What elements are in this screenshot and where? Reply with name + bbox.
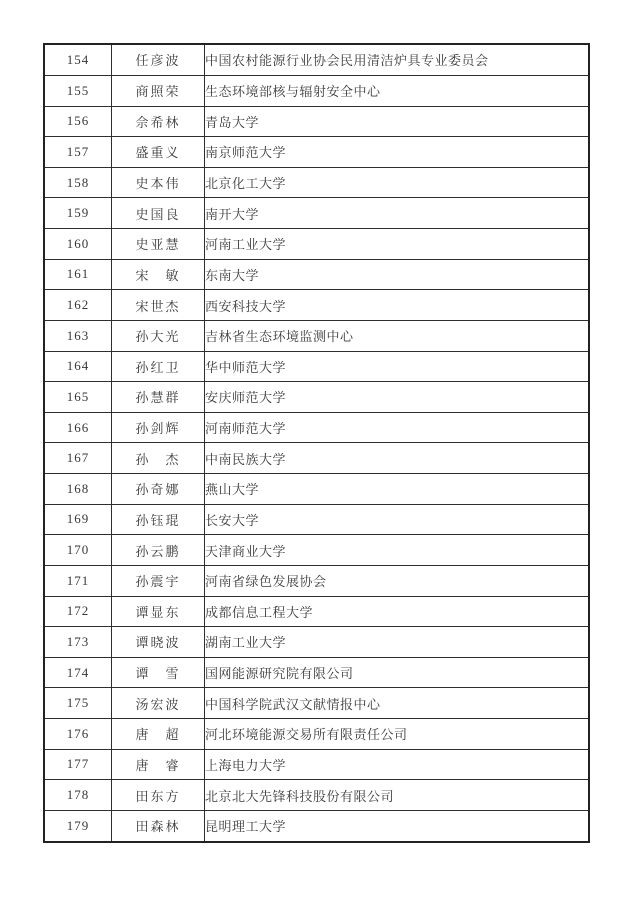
cell-name: 孙剑辉 [112, 412, 205, 443]
cell-organization: 青岛大学 [205, 106, 590, 137]
cell-number: 179 [44, 810, 112, 842]
cell-number: 169 [44, 504, 112, 535]
table-row [44, 137, 589, 168]
cell-organization: 成都信息工程大学 [205, 596, 590, 627]
cell-organization: 中南民族大学 [205, 443, 590, 474]
table-row [44, 780, 589, 811]
cell-organization: 生态环境部核与辐射安全中心 [205, 75, 590, 106]
cell-name: 商照荣 [112, 75, 205, 106]
cell-number: 171 [44, 565, 112, 596]
table-row [44, 443, 589, 474]
cell-organization: 东南大学 [205, 259, 590, 290]
cell-name: 汤宏波 [112, 688, 205, 719]
cell-organization: 南开大学 [205, 198, 590, 229]
cell-number: 163 [44, 320, 112, 351]
cell-name: 孙震宇 [112, 565, 205, 596]
table-row [44, 290, 589, 321]
table-row [44, 167, 589, 198]
table-row [44, 688, 589, 719]
cell-name: 唐 睿 [112, 749, 205, 780]
cell-name: 唐 超 [112, 719, 205, 750]
cell-organization: 吉林省生态环境监测中心 [205, 320, 590, 351]
cell-name: 宋世杰 [112, 290, 205, 321]
cell-number: 173 [44, 627, 112, 658]
table-row [44, 351, 589, 382]
table-row [44, 259, 589, 290]
table-row [44, 719, 589, 750]
cell-number: 176 [44, 719, 112, 750]
cell-number: 156 [44, 106, 112, 137]
cell-name: 孙红卫 [112, 351, 205, 382]
table-row [44, 504, 589, 535]
cell-name: 谭显东 [112, 596, 205, 627]
table-row [44, 810, 589, 842]
cell-organization: 安庆师范大学 [205, 382, 590, 413]
cell-name: 田东方 [112, 780, 205, 811]
table-row [44, 106, 589, 137]
table-body [44, 44, 589, 842]
cell-name: 任彦波 [112, 44, 205, 75]
cell-name: 史国良 [112, 198, 205, 229]
cell-name: 谭 雪 [112, 657, 205, 688]
cell-number: 161 [44, 259, 112, 290]
table-row [44, 627, 589, 658]
cell-name: 田森林 [112, 810, 205, 842]
cell-number: 177 [44, 749, 112, 780]
cell-name: 史本伟 [112, 167, 205, 198]
table-row [44, 198, 589, 229]
cell-number: 157 [44, 137, 112, 168]
cell-name: 孙大光 [112, 320, 205, 351]
table-row [44, 412, 589, 443]
cell-organization: 天津商业大学 [205, 535, 590, 566]
cell-organization: 长安大学 [205, 504, 590, 535]
table-row [44, 535, 589, 566]
table-row [44, 749, 589, 780]
cell-name: 佘希林 [112, 106, 205, 137]
cell-number: 159 [44, 198, 112, 229]
cell-organization: 西安科技大学 [205, 290, 590, 321]
table-row [44, 474, 589, 505]
cell-number: 170 [44, 535, 112, 566]
cell-organization: 北京北大先锋科技股份有限公司 [205, 780, 590, 811]
cell-number: 160 [44, 229, 112, 260]
participants-table [43, 43, 590, 843]
cell-number: 178 [44, 780, 112, 811]
cell-organization: 南京师范大学 [205, 137, 590, 168]
cell-organization: 河北环境能源交易所有限责任公司 [205, 719, 590, 750]
cell-name: 盛重义 [112, 137, 205, 168]
cell-number: 167 [44, 443, 112, 474]
table-row [44, 229, 589, 260]
table-row [44, 320, 589, 351]
cell-organization: 燕山大学 [205, 474, 590, 505]
cell-name: 孙奇娜 [112, 474, 205, 505]
cell-organization: 湖南工业大学 [205, 627, 590, 658]
cell-organization: 中国科学院武汉文献情报中心 [205, 688, 590, 719]
cell-organization: 上海电力大学 [205, 749, 590, 780]
cell-number: 175 [44, 688, 112, 719]
cell-number: 172 [44, 596, 112, 627]
cell-organization: 国网能源研究院有限公司 [205, 657, 590, 688]
table-row [44, 657, 589, 688]
cell-number: 155 [44, 75, 112, 106]
cell-organization: 中国农村能源行业协会民用清洁炉具专业委员会 [205, 44, 590, 75]
cell-number: 174 [44, 657, 112, 688]
cell-number: 162 [44, 290, 112, 321]
table-row [44, 565, 589, 596]
cell-number: 165 [44, 382, 112, 413]
cell-name: 宋 敏 [112, 259, 205, 290]
cell-organization: 河南师范大学 [205, 412, 590, 443]
cell-name: 孙云鹏 [112, 535, 205, 566]
cell-name: 孙 杰 [112, 443, 205, 474]
cell-name: 孙钰琨 [112, 504, 205, 535]
cell-number: 168 [44, 474, 112, 505]
cell-organization: 河南省绿色发展协会 [205, 565, 590, 596]
cell-number: 166 [44, 412, 112, 443]
cell-name: 孙慧群 [112, 382, 205, 413]
table-row [44, 44, 589, 75]
cell-name: 谭晓波 [112, 627, 205, 658]
cell-organization: 北京化工大学 [205, 167, 590, 198]
table-row [44, 596, 589, 627]
cell-number: 164 [44, 351, 112, 382]
table-row [44, 382, 589, 413]
cell-organization: 昆明理工大学 [205, 810, 590, 842]
cell-name: 史亚慧 [112, 229, 205, 260]
cell-number: 154 [44, 44, 112, 75]
cell-number: 158 [44, 167, 112, 198]
cell-organization: 华中师范大学 [205, 351, 590, 382]
cell-organization: 河南工业大学 [205, 229, 590, 260]
table-row [44, 75, 589, 106]
